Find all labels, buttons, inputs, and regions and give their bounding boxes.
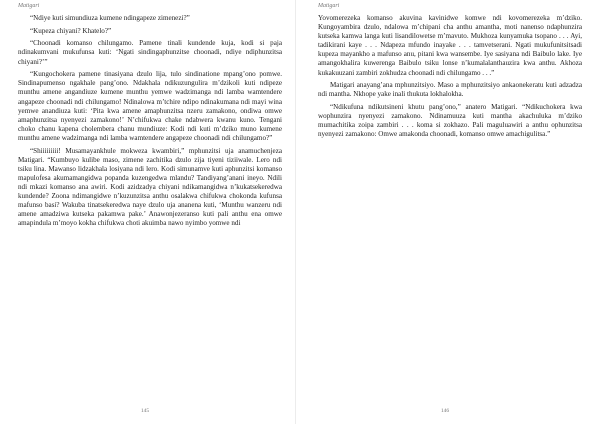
paragraph: “Shiiiiiiiii! Musamayankhule mokweza kwambiri,” mphunzitsi uja anamuchenjeza Matigari. “Kumbuyo kulibe maso, zimene zachitika dzulo zija tiyeni tiziiwale. Lero ndi tsiku lina. Mawanso lidzakhala losiyana ndi lero. Kodi simunamve kuti aphunzitsi komanso mapulofesa akumamangidwa popanda kuzengedwa mlandu? Tandiyang’anani ineyo. Ndili ndi mkazi komanso ana awiri. Kodi azidzadya chiyani ndikamangidwa n’kukatsekeredwa kundende? Zoona ndimangidwe n’kuzunzitsa anthu osalakwa chifukwa chokonda kufunsa mafunso basi? Wakuba tinatsekeredwa naye dzulo uja ananena kuti, ‘Munthu wanzeru ndi amene amadziwa kutseka pakamwa pake.’ Anawonjezeranso kuti pali anthu ena omwe amapindula m’moyo kokha chifukwa choti akuimba nawo nyimbo yomwe ndi — [18, 146, 282, 228]
page-body — [318, 14, 582, 143]
paragraph: “Ndiye kuti simundiuza kumene ndingapeze zimenezi?” — [30, 14, 190, 22]
paragraph: “Ndikufuna ndikutsineni khutu pang’ono,” anatero Matigari. “Ndikuchokera kwa wophunzira nyenyezi zamakono. Ndinamuuza kuti mantha akachuluka m’dziko mumachitika zoipa zambiri . . . koma si zokhazo. Pali maguluawiri a anthu ophunzitsa nyenyezi zamakono: Omwe amakonda choonadi, komanso omwe amachigulitsa.” — [318, 103, 582, 139]
running-header: Matigari — [18, 3, 40, 9]
page-number: 145 — [140, 408, 150, 414]
running-header: Matigari — [318, 3, 340, 9]
paragraph: “Kungochokera pamene tinasiyana dzulo lija, tulo sindinatione mpang’ono pomwe. Sindinapumenso ngakhale pang’ono. Ndakhala ndikuzungulira m’dzikoli kuti ndipeze munthu amene angandiuze kumene munthu yemwe wadzimanga ndi lamba wamtendere angapeze choonadi ndi chilungamo! Ndinalowa m’tchire ndipo ndinakumana ndi mayi wina yemwe anandiuza kuti: ‘Pita kwa amene amaphunzitsa nzeru zamakono, ondiwa omwe amaphunzitsa nyenyezi zamakono!’ N’chifukwa chake ndabwera kwanu kuno. Tengani choko chanu kapena cholembera chanu mundiuze: Kodi ndi kuti m’dziko muno kumene munthu amene wadzimanga ndi lamba wamtendere angapeze choonadi ndi chilungamo?” — [18, 70, 282, 142]
paragraph: “Kupeza chiyani? Khatelo?” — [30, 26, 112, 35]
paragraph: “Choonadi komanso chilungamo. Pamene tinali kundende kuja, kodi si paja ndinakumvani mukufunsa kuti: ‘Ngati sindingaphunzitse choonadi, ndiye ndiphunzitsa chiyani?’” — [18, 39, 282, 66]
paragraph: Matigari anayang’ana mphunzitsiyo. Maso a mphunzitsiyo ankaonekeratu kuti adzadza ndi mantha. Nkhope yake inali thukuta lokhalokha. — [318, 81, 582, 99]
page-number: 146 — [440, 408, 450, 414]
paragraph: Yovomerezeka komanso akuvina kavinidwe komwe ndi kovomerezeka m’dziko. Kungoyambira dzulo, ndalowa m’chipani cha anthu amantha, moti nanenso ndaphunzira kutseka kamwa langa kuti lisandilowetse m’mavuto. Mukhoza kunyamuka tsopano . . . Ayi, tadikirani kaye . . . Ndapeza mfundo inayake . . . tamvetserani. Ngati mukufunitsitsadi kupeza mayankho a mafunso anu, pitani kwa wansembe. Iye sasiyana ndi Baibulo lake. Iye amangokhalira kuwerenga Baibulo tsiku lonse n’kumalalanthauzira kwa anthu. Akhoza kukakuuzani zambiri zokhudza choonadi ndi chilungamo . . .” — [318, 14, 582, 77]
page-body — [18, 14, 282, 232]
gutter-divider — [295, 0, 296, 424]
left-page — [0, 0, 290, 424]
right-page — [300, 0, 590, 424]
